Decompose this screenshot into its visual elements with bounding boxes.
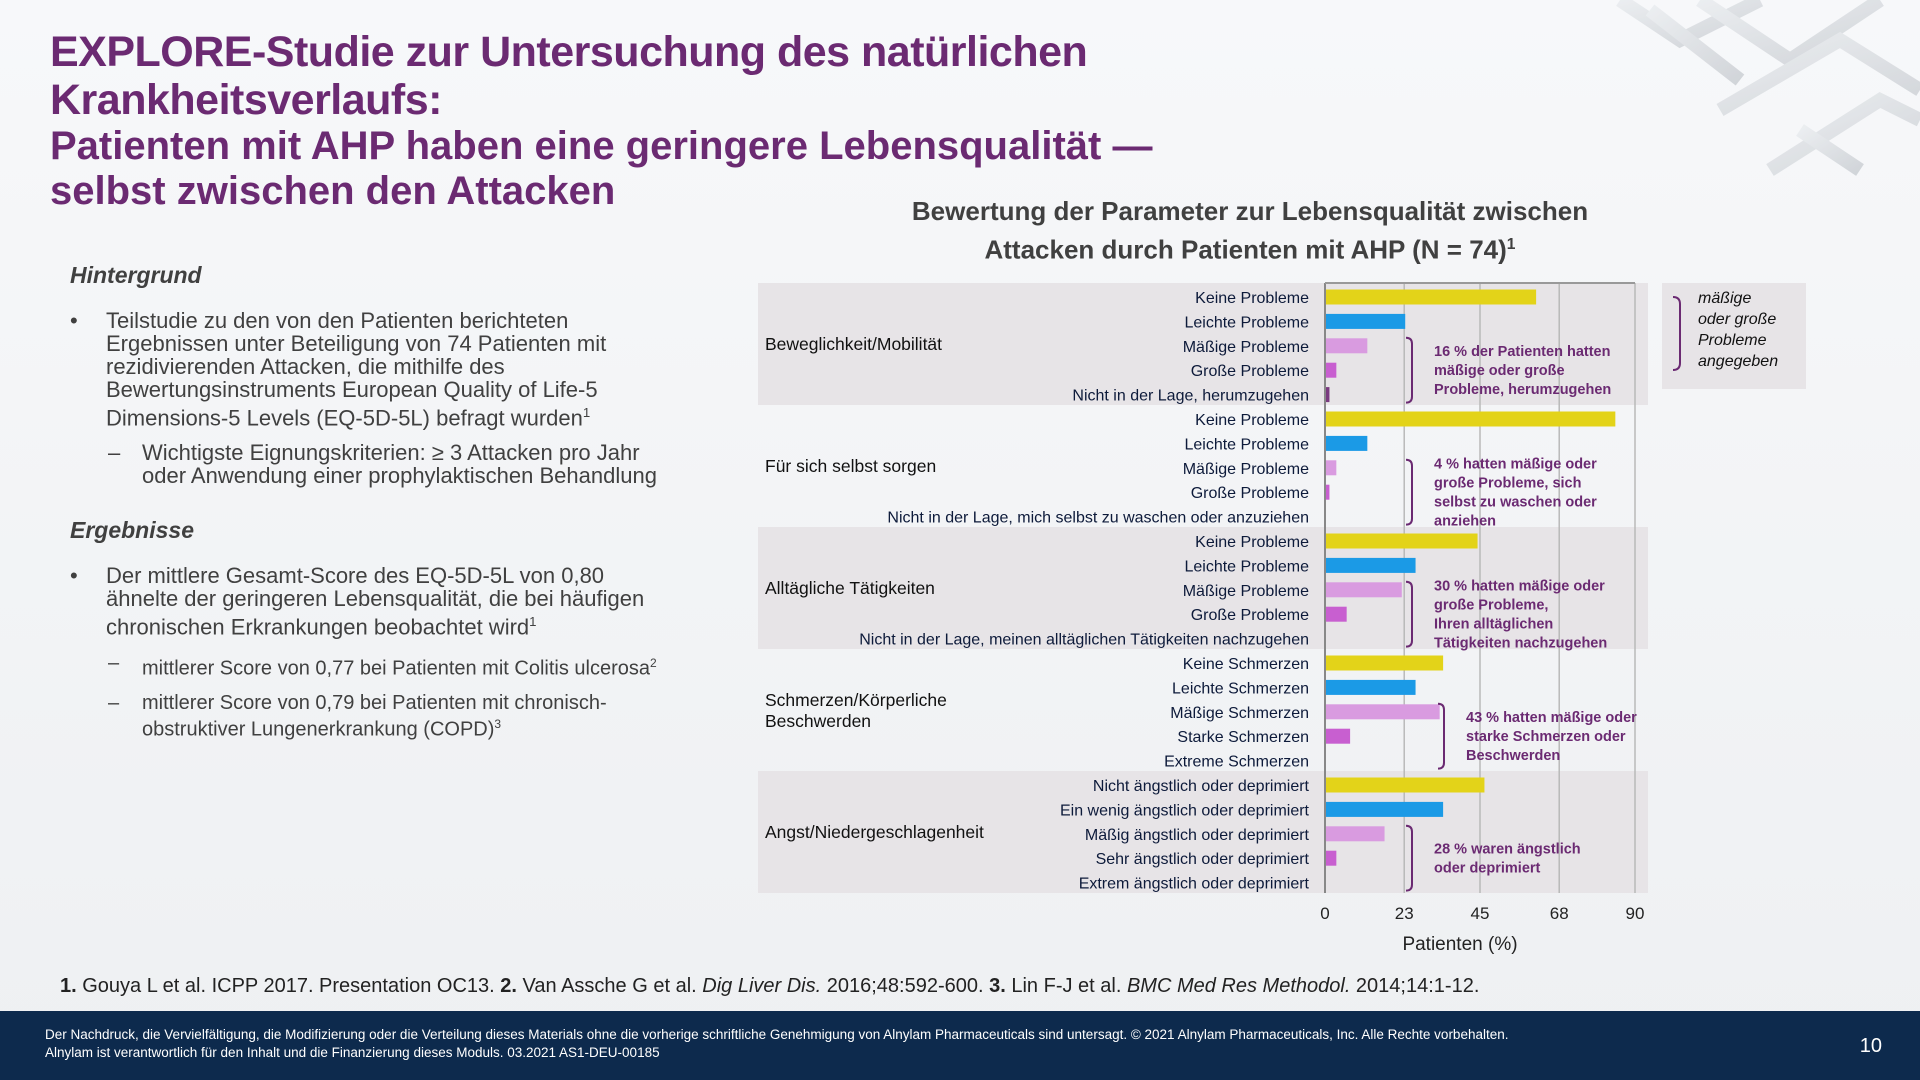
bar (1326, 314, 1405, 329)
annotation-text: mäßige oder große (1434, 363, 1565, 380)
footer-bar (0, 1011, 1920, 1080)
x-axis-label: Patienten (%) (1402, 934, 1518, 955)
bar (1326, 436, 1367, 451)
bar (1326, 558, 1416, 573)
bar (1326, 363, 1336, 378)
category-label: Leichte Probleme (1184, 436, 1309, 454)
category-label: Extrem ängstlich oder deprimiert (1078, 875, 1309, 893)
category-label: Keine Probleme (1195, 412, 1309, 429)
annotation-text: 30 % hatten mäßige oder (1434, 578, 1605, 595)
ref-1b: 1 (529, 614, 537, 630)
legend-text: oder große (1698, 311, 1777, 328)
annotation-text: oder deprimiert (1434, 860, 1541, 877)
category-label: Nicht in der Lage, mich selbst zu waschen oder anzuziehen (887, 509, 1309, 527)
bar (1326, 607, 1347, 622)
category-label: Leichte Probleme (1184, 314, 1309, 332)
group-label: Alltägliche Tätigkeiten (765, 578, 935, 598)
bar (1326, 826, 1385, 841)
references (60, 975, 1479, 998)
category-label: Keine Probleme (1195, 290, 1309, 307)
title-line-1: EXPLORE-Studie zur Untersuchung des natürlichen Krankheitsverlaufs: (50, 28, 1088, 125)
annotation-text: 4 % hatten mäßige oder (1434, 456, 1597, 473)
bar (1326, 656, 1443, 671)
copd-text: mittlerer Score von 0,79 bei Patienten mit chronisch-obstruktiver Lungenerkrankung (COPD) (142, 692, 607, 741)
ref-journal-2: Dig Liver Dis. (702, 975, 822, 997)
category-label: Leichte Probleme (1184, 558, 1309, 576)
category-label: Starke Schmerzen (1177, 729, 1309, 747)
bar (1326, 460, 1336, 475)
title-line-3: selbst zwischen den Attacken (50, 169, 616, 214)
annotation-text: große Probleme, (1434, 597, 1549, 614)
ref-journal-3: BMC Med Res Methodol. (1126, 975, 1351, 997)
category-label: Nicht ängstlich oder deprimiert (1092, 778, 1309, 795)
category-label: Große Probleme (1190, 363, 1309, 381)
legend-text: mäßige (1698, 290, 1752, 307)
bar (1326, 412, 1615, 427)
category-label: Ein wenig ängstlich oder deprimiert (1059, 802, 1309, 820)
category-label: Nicht in der Lage, herumzugehen (1072, 387, 1309, 405)
criteria-text: Wichtigste Eignungskriterien: ≥ 3 Attacken pro Jahr oder Anwendung einer prophylaktischen Behandlung (142, 440, 657, 489)
annotation-text: 28 % waren ängstlich (1434, 841, 1581, 858)
annotation-bracket (1406, 460, 1412, 525)
legend-text: Probleme (1698, 332, 1767, 349)
chart-title-line-1: Bewertung der Parameter zur Lebensqualität zwischen (911, 196, 1589, 226)
annotation-text: 16 % der Patienten hatten (1434, 344, 1611, 361)
bar (1326, 387, 1329, 402)
background-bullet-text: Teilstudie zu den von den Patienten berichteten Ergebnissen unter Beteiligung von 74 Patienten mit rezidivierenden Attacken, die mithilfe des Bewertungsinstruments European Quality of Life-5 Dimensions-5 Levels (EQ-5D-5L) befragt wurden (106, 308, 607, 431)
x-tick-label: 68 (1549, 904, 1569, 923)
category-label: Große Probleme (1190, 607, 1309, 625)
bar (1326, 290, 1536, 305)
group-label: Angst/Niedergeschlagenheit (765, 822, 984, 842)
annotation-text: 43 % hatten mäßige oder (1466, 710, 1637, 727)
category-label: Extreme Schmerzen (1164, 753, 1309, 771)
ref-num-2: 2. (500, 975, 517, 997)
group-label: Beschwerden (765, 711, 872, 731)
annotation-text: große Probleme, sich (1434, 475, 1582, 492)
category-label: Nicht in der Lage, meinen alltäglichen Tätigkeiten nachzugehen (859, 631, 1309, 649)
page-number: 10 (1859, 1035, 1882, 1057)
group-label: Schmerzen/Körperliche (765, 690, 947, 710)
annotation-text: Ihren alltäglichen (1434, 616, 1554, 633)
x-tick-label: 0 (1320, 904, 1330, 923)
bar (1326, 778, 1484, 793)
footer-line-1: Der Nachdruck, die Vervielfältigung, die Modifizierung oder die Verteilung dieses Materials ohne die vorherige schriftliche Genehmigung von Alnylam Pharmaceuticals sind untersagt. © 2021 Alnylam Pharmaceuticals, Inc. Alle Rechte vorbehalten. (45, 1027, 1509, 1042)
category-label: Sehr ängstlich oder deprimiert (1095, 851, 1309, 869)
x-tick-label: 23 (1394, 904, 1414, 923)
chart-title-ref: 1 (1506, 236, 1516, 253)
bar (1326, 704, 1440, 719)
ref-text-2: Van Assche G et al. (516, 975, 703, 997)
bar (1326, 338, 1367, 353)
ref-2: 2 (650, 655, 657, 670)
x-tick-label: 45 (1470, 904, 1490, 923)
category-label: Mäßige Probleme (1182, 582, 1309, 600)
bar (1326, 582, 1402, 597)
ref-text-2b: 2016;48:592-600. (821, 975, 990, 997)
bar (1326, 485, 1329, 500)
category-label: Mäßige Probleme (1182, 338, 1309, 356)
legend-text: angegeben (1698, 353, 1779, 370)
annotation-text: Probleme, herumzugehen (1434, 382, 1612, 399)
bar (1326, 851, 1336, 866)
category-label: Große Probleme (1190, 485, 1309, 503)
ref-num-1: 1. (60, 975, 77, 997)
chart-title-line-2: Attacken durch Patienten mit AHP (N = 74) (984, 234, 1507, 265)
annotation-text: Beschwerden (1466, 748, 1561, 765)
annotation-text: starke Schmerzen oder (1466, 729, 1626, 746)
ref-text-3b: 2014;14:1-12. (1350, 975, 1480, 997)
x-tick-label: 90 (1625, 904, 1645, 923)
results-bullet-text: Der mittlere Gesamt-Score des EQ-5D-5L von 0,80 ähnelte der geringeren Lebensqualität, die bei häufigen chronischen Erkrankungen beobachtet wird (106, 563, 645, 640)
ref-text-3: Lin F-J et al. (1005, 975, 1127, 997)
bar (1326, 729, 1350, 744)
bar (1326, 802, 1443, 817)
category-label: Keine Schmerzen (1182, 656, 1309, 673)
ref-text-1: Gouya L et al. ICPP 2017. Presentation OC13. (76, 975, 501, 997)
category-label: Mäßige Schmerzen (1170, 704, 1309, 722)
bar (1326, 680, 1416, 695)
results-heading: Ergebnisse (70, 517, 194, 544)
bar (1326, 534, 1478, 549)
title-line-2: Patienten mit AHP haben eine geringere Lebensqualität — (50, 124, 1153, 169)
annotation-text: selbst zu waschen oder (1434, 494, 1597, 511)
annotation-text: anziehen (1434, 513, 1497, 530)
annotation-text: Tätigkeiten nachzugehen (1434, 635, 1608, 652)
ref-num-3: 3. (989, 975, 1006, 997)
group-label: Für sich selbst sorgen (765, 456, 937, 476)
category-label: Mäßig ängstlich oder deprimiert (1084, 826, 1309, 844)
ref-3: 3 (494, 717, 502, 732)
ref-1: 1 (582, 405, 591, 420)
group-label: Beweglichkeit/Mobilität (765, 334, 943, 354)
category-label: Keine Probleme (1195, 534, 1309, 551)
footer-text (45, 1026, 1745, 1062)
category-label: Leichte Schmerzen (1172, 680, 1309, 698)
footer-line-2: Alnylam ist verantwortlich für den Inhalt und die Finanzierung dieses Moduls. 03.2021 AS1-DEU-00185 (45, 1045, 660, 1060)
background-heading: Hintergrund (70, 262, 202, 288)
colitis-text: mittlerer Score von 0,77 bei Patienten mit Colitis ulcerosa (142, 657, 651, 680)
category-label: Mäßige Probleme (1182, 460, 1309, 478)
